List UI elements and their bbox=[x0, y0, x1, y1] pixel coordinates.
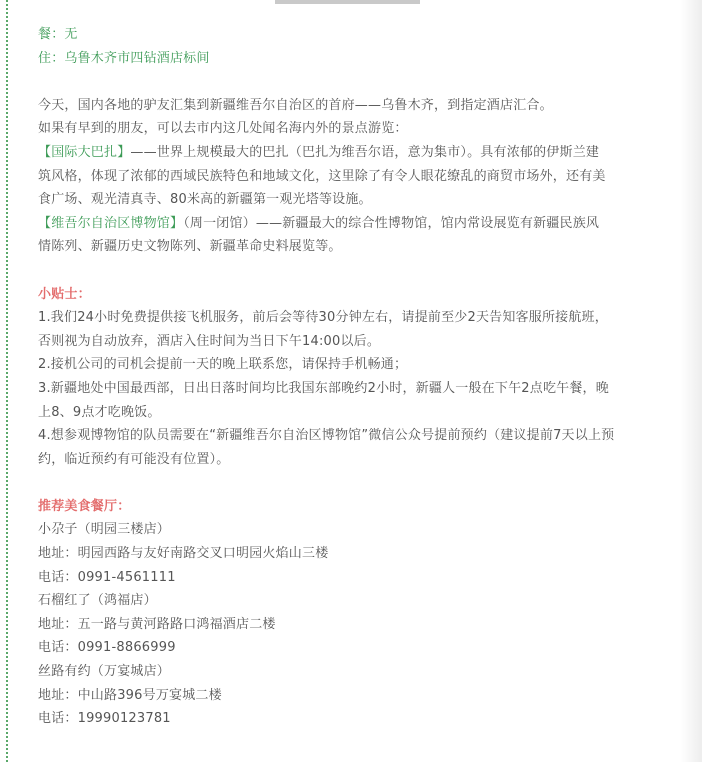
top-scroll-indicator bbox=[275, 0, 420, 4]
restaurant-phone: 电话：0991-4561111 bbox=[38, 569, 176, 585]
restaurant-address: 地址：五一路与黄河路路口鸿福酒店二楼 bbox=[38, 616, 276, 632]
intro-line: 今天，国内各地的驴友汇集到新疆维吾尔自治区的首府——乌鲁木齐，到指定酒店汇合。 bbox=[38, 97, 553, 113]
tip-line: 1.我们24小时免费提供接飞机服务，前后会等待30分钟左右，请提前至少2天告知客服所接航班， bbox=[38, 310, 608, 326]
tip-line: 2.接机公司的司机会提前一天的晚上联系您，请保持手机畅通； bbox=[38, 357, 408, 373]
spot-desc: （周一闭馆）——新疆最大的综合性博物馆，馆内常设展览有新疆民族风 bbox=[183, 215, 600, 231]
spot-bazaar bbox=[38, 141, 660, 165]
spacer bbox=[38, 70, 660, 94]
itinerary-content bbox=[38, 23, 660, 731]
tips-title: 小贴士： bbox=[38, 286, 91, 302]
restaurants-title: 推荐美食餐厅： bbox=[38, 498, 131, 514]
restaurant-name: 小尕子（明园三楼店） bbox=[38, 522, 171, 538]
restaurant-phone: 电话：19990123781 bbox=[38, 711, 171, 727]
spot-desc: ——世界上规模最大的巴扎（巴扎为维吾尔语，意为集市）。具有浓郁的伊斯兰建 bbox=[130, 144, 600, 160]
tip-line: 上8、9点才吃晚饭。 bbox=[38, 404, 161, 420]
restaurant-phone: 电话：0991-8866999 bbox=[38, 640, 176, 656]
spot-desc-line: 情陈列、新疆历史文物陈列、新疆革命史料展览等。 bbox=[38, 239, 342, 255]
restaurant-name: 石榴红了（鸿福店） bbox=[38, 593, 157, 609]
spot-museum bbox=[38, 212, 660, 236]
stay-info: 住：乌鲁木齐市四钻酒店标间 bbox=[38, 50, 210, 66]
spot-name: 【国际大巴扎】 bbox=[38, 144, 131, 160]
tip-line: 4.想参观博物馆的队员需要在“新疆维吾尔自治区博物馆”微信公众号提前预约（建议提前7天以上预 bbox=[38, 428, 615, 444]
spot-desc-line: 食广场、观光清真寺、80米高的新疆第一观光塔等设施。 bbox=[38, 192, 372, 208]
spot-desc-line: 筑风格，体现了浓郁的西域民族特色和地域文化，这里除了有令人眼花缭乱的商贸市场外，还有美 bbox=[38, 168, 606, 184]
tip-line: 约，临近预约有可能没有位置）。 bbox=[38, 451, 230, 467]
restaurant-address: 地址：明园西路与友好南路交叉口明园火焰山三楼 bbox=[38, 546, 329, 562]
restaurant-address: 地址：中山路396号万宴城二楼 bbox=[38, 687, 222, 703]
spacer bbox=[38, 259, 660, 283]
dotted-left-rule bbox=[6, 0, 8, 762]
spacer bbox=[38, 471, 660, 495]
restaurant-name: 丝路有约（万宴城店） bbox=[38, 664, 171, 680]
intro-line: 如果有早到的朋友，可以去市内这几处闻名海内外的景点游览： bbox=[38, 121, 408, 137]
spot-name: 【维吾尔自治区博物馆】 bbox=[38, 215, 184, 231]
tip-line: 3.新疆地处中国最西部，日出日落时间均比我国东部晚约2小时，新疆人一般在下午2点吃午餐，晚 bbox=[38, 380, 609, 396]
tip-line: 否则视为自动放弃，酒店入住时间为当日下午14:00以后。 bbox=[38, 333, 381, 349]
right-edge-shadow bbox=[680, 0, 702, 762]
meal-info: 餐：无 bbox=[38, 27, 78, 42]
